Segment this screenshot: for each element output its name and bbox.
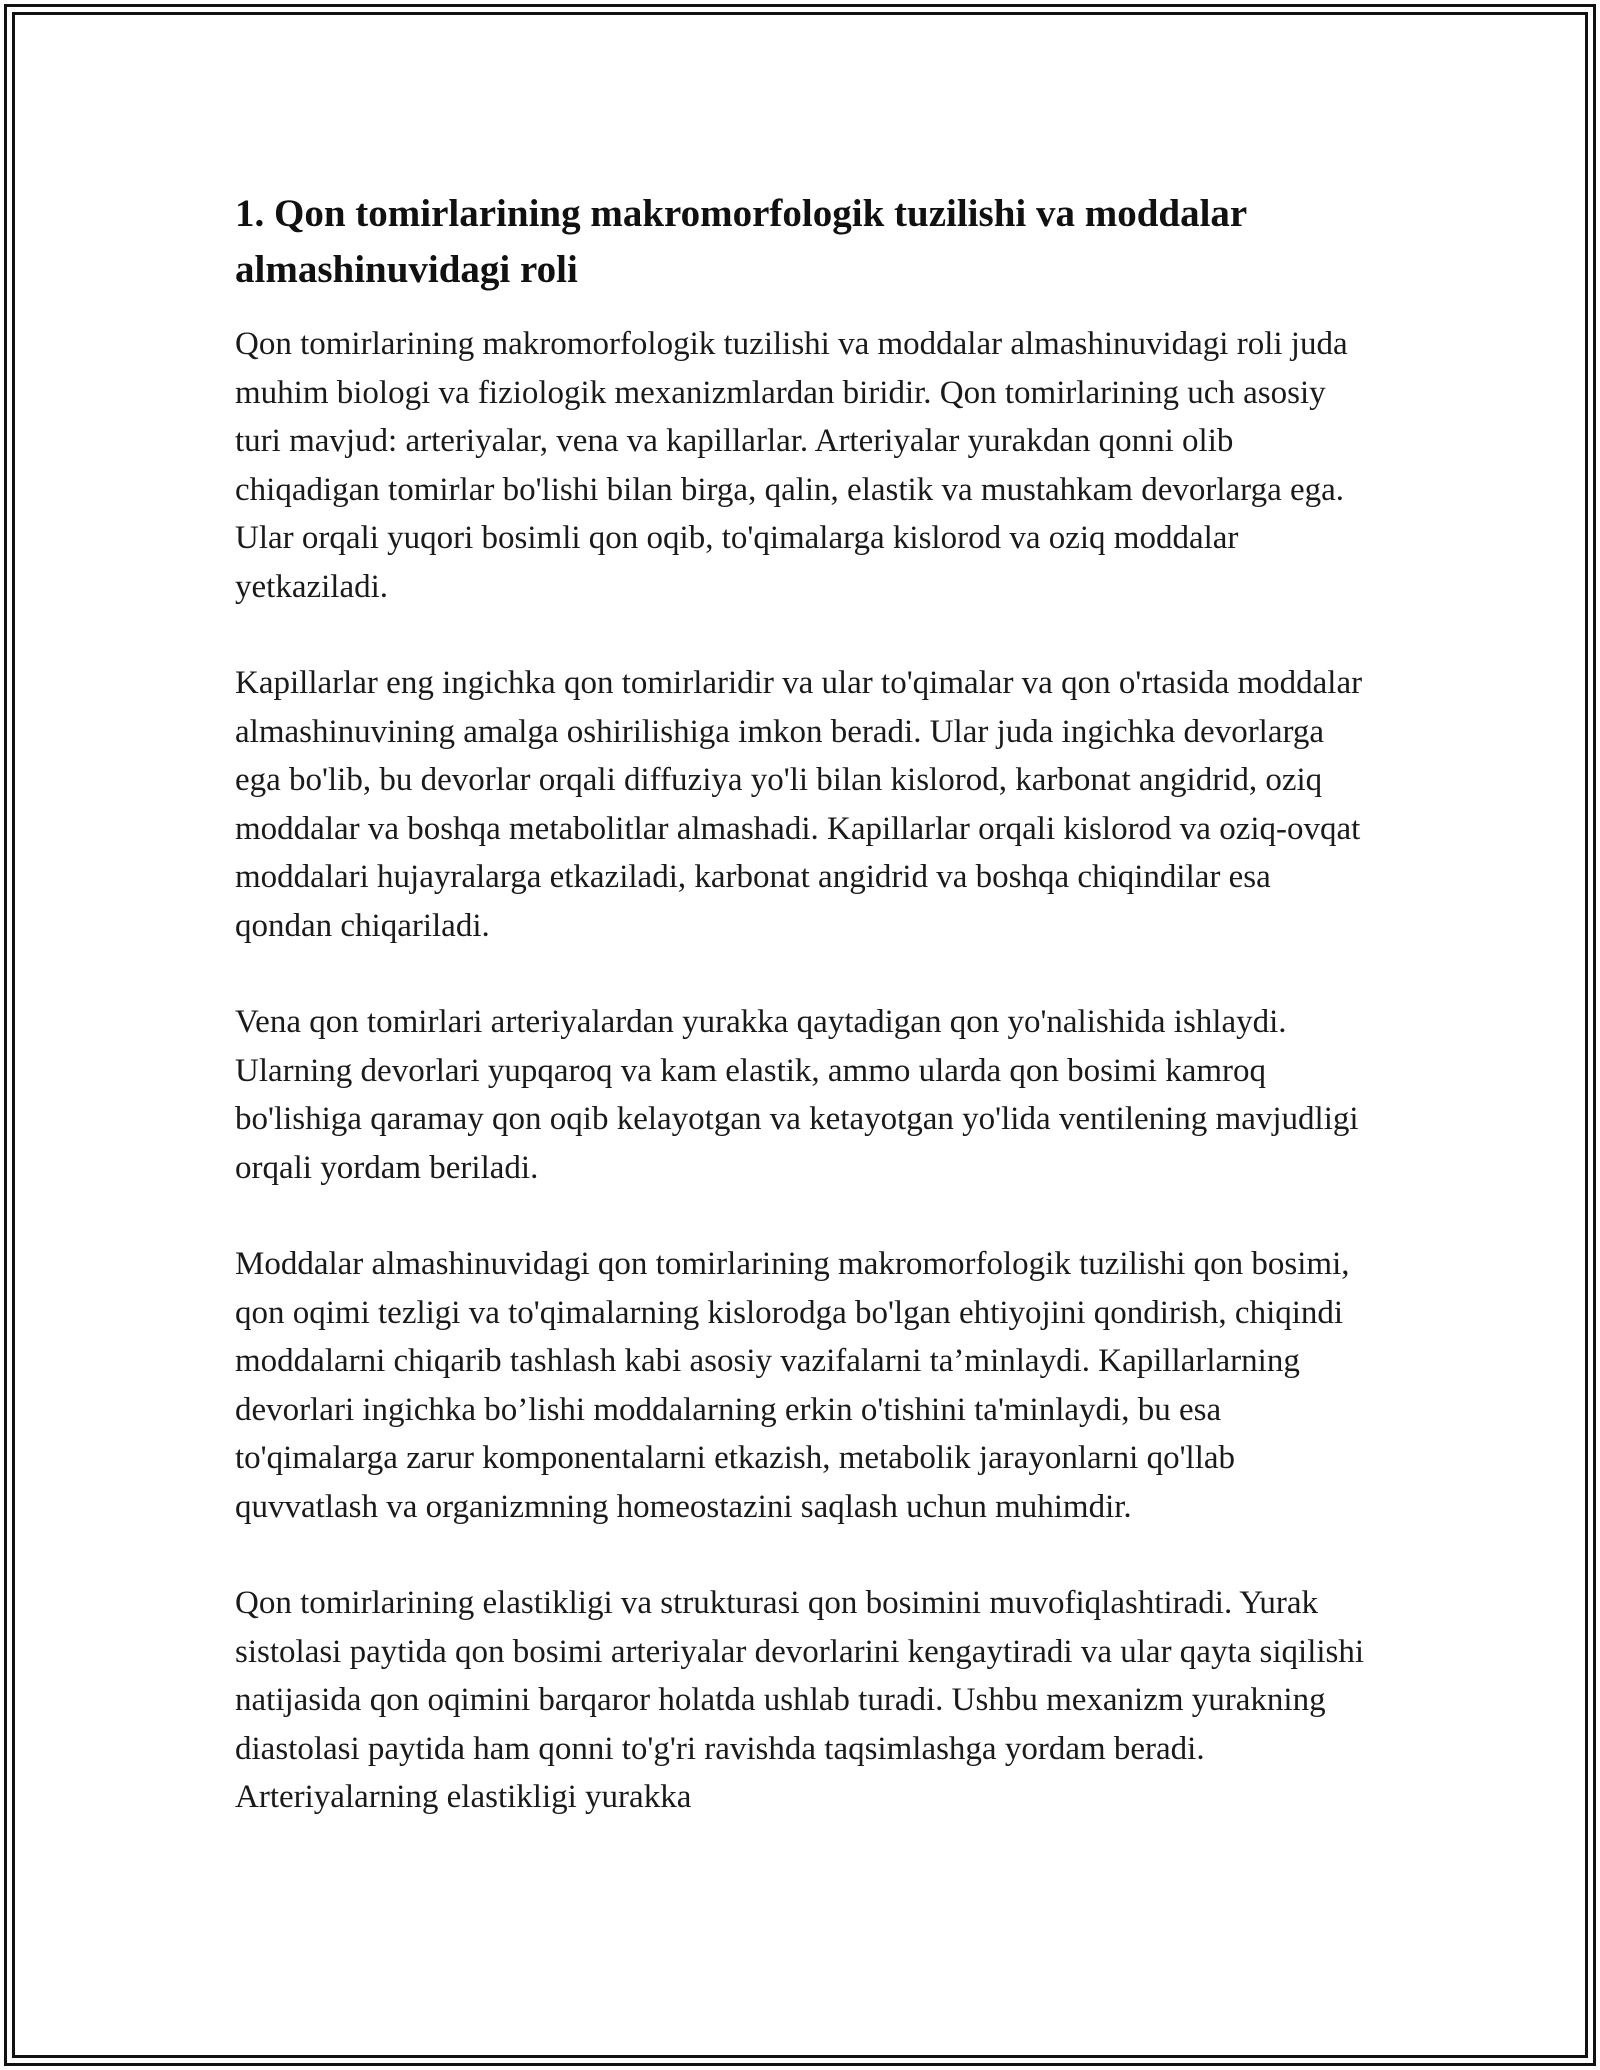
paragraph-vessel-types: Qon tomirlarining makromorfologik tuzilishi va moddalar almashinuvidagi roli juda muhim biologi va fiziologik mexanizmlardan biridir. Qon tomirlarining uch asosiy turi mavjud: arteriyalar, vena va kapillarlar. Arteriyalar yurakdan qonni olib chiqadigan tomirlar bo'lishi bilan birga, qalin, elastik va mustahkam devorlarga ega. Ular orqali yuqori bosimli qon oqib, to'qimalarga kislorod va oziq moddalar yetkaziladi. <box>235 326 1348 605</box>
section-heading: 1. Qon tomirlarining makromorfologik tuzilishi va moddalar almashinuvidagi roli <box>235 192 1247 291</box>
paragraph-capillaries: Kapillarlar eng ingichka qon tomirlaridir va ular to'qimalar va qon o'rtasida moddalar almashinuvining amalga oshirilishiga imkon beradi. Ular juda ingichka devorlarga ega bo'lib, bu devorlar orqali diffuziya yo'li bilan kislorod, karbonat angidrid, oziq moddalar va boshqa metabolitlar almashadi. Kapillarlar orqali kislorod va oziq-ovqat moddalari hujayralarga etkaziladi, karbonat angidrid va boshqa chiqindilar esa qondan chiqariladi. <box>235 665 1363 944</box>
document-body <box>235 186 1375 1870</box>
paragraph-metabolism-role: Moddalar almashinuvidagi qon tomirlarining makromorfologik tuzilishi qon bosimi, qon oqimi tezligi va to'qimalarning kislorodga bo'lgan ehtiyojini qondirish, chiqindi moddalarni chiqarib tashlash kabi asosiy vazifalarni ta’minlaydi. Kapillarlarning devorlari ingichka bo’lishi moddalarning erkin o'tishini ta'minlaydi, bu esa to'qimalarga zarur komponentalarni etkazish, metabolik jarayonlarni qo'llab quvvatlash va organizmning homeostazini saqlash uchun muhimdir. <box>235 1246 1350 1525</box>
paragraph-elasticity: Qon tomirlarining elastikligi va strukturasi qon bosimini muvofiqlashtiradi. Yurak sistolasi paytida qon bosimi arteriyalar devorlarini kengaytiradi va ular qayta siqilishi natijasida qon oqimini barqaror holatda ushlab turadi. Ushbu mexanizm yurakning diastolasi paytida ham qonni to'g'ri ravishda taqsimlashga yordam beradi. Arteriyalarning elastikligi yurakka <box>235 1585 1365 1815</box>
paragraph-veins: Vena qon tomirlari arteriyalardan yurakka qaytadigan qon yo'nalishida ishlaydi. Ularning devorlari yupqaroq va kam elastik, ammo ularda qon bosimi kamroq bo'lishiga qaramay qon oqib kelayotgan va ketayotgan yo'lida ventilening mavjudligi orqali yordam beriladi. <box>235 1004 1359 1186</box>
